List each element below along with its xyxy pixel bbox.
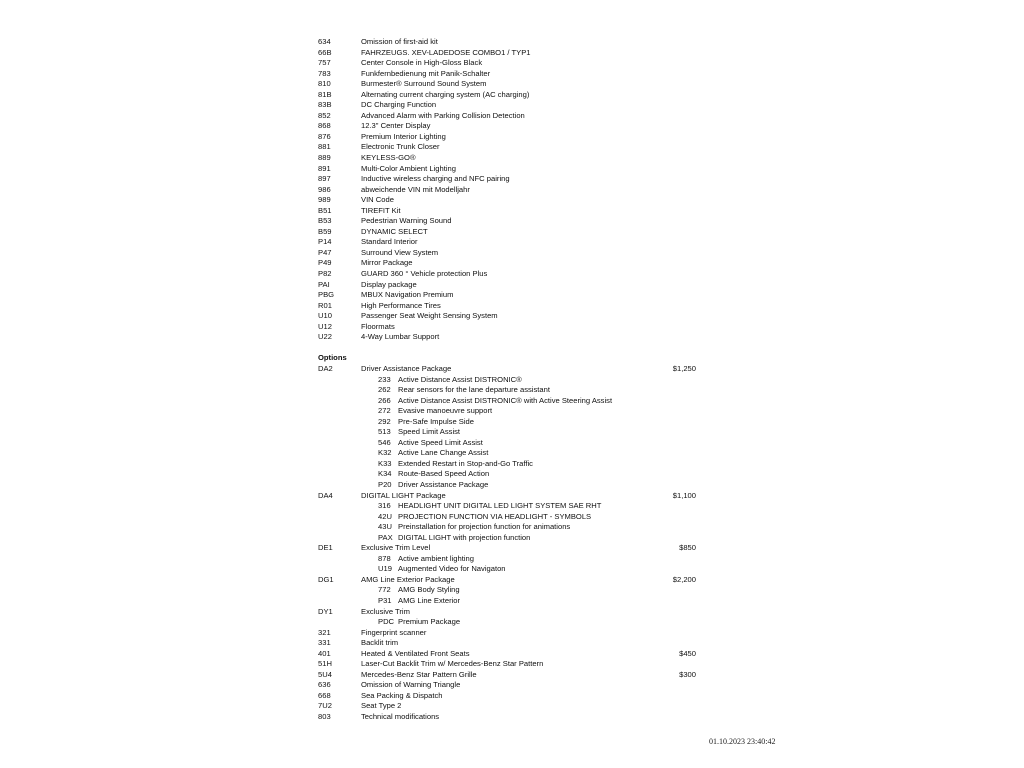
option-row xyxy=(0,543,1024,554)
option-code: DE1 xyxy=(318,543,333,553)
option-subitem-row xyxy=(0,585,1024,596)
equipment-row xyxy=(0,216,1024,227)
equipment-description: Center Console in High-Gloss Black xyxy=(361,58,483,68)
equipment-row xyxy=(0,280,1024,291)
option-description: Mercedes-Benz Star Pattern Grille xyxy=(361,669,477,679)
option-subitem-row xyxy=(0,596,1024,607)
equipment-code: 81B xyxy=(318,89,332,99)
equipment-row xyxy=(0,48,1024,59)
option-row xyxy=(0,659,1024,670)
option-description: Laser-Cut Backlit Trim w/ Mercedes-Benz Star Pattern xyxy=(361,659,544,669)
option-subitem-row xyxy=(0,522,1024,533)
equipment-description: TIREFIT Kit xyxy=(361,205,401,215)
option-subitem-row xyxy=(0,396,1024,407)
option-row xyxy=(0,649,1024,660)
subitem-description: Active Distance Assist DISTRONIC® with Active Steering Assist xyxy=(398,395,613,405)
section-gap xyxy=(0,343,1024,354)
equipment-row xyxy=(0,142,1024,153)
option-subitem-row xyxy=(0,617,1024,628)
option-code: 668 xyxy=(318,690,331,700)
equipment-code: B51 xyxy=(318,205,332,215)
option-subitem-row xyxy=(0,459,1024,470)
subitem-code: 266 xyxy=(378,395,391,405)
equipment-row xyxy=(0,237,1024,248)
equipment-description: High Performance Tires xyxy=(361,300,441,310)
equipment-description: Mirror Package xyxy=(361,258,413,268)
option-row xyxy=(0,670,1024,681)
equipment-description: DC Charging Function xyxy=(361,100,437,110)
equipment-row xyxy=(0,111,1024,122)
equipment-row xyxy=(0,37,1024,48)
option-subitem-row xyxy=(0,438,1024,449)
equipment-row xyxy=(0,227,1024,238)
equipment-code: PAI xyxy=(318,279,330,289)
equipment-description: Funkfernbedienung mit Panik-Schalter xyxy=(361,68,491,78)
subitem-code: PAX xyxy=(378,532,393,542)
equipment-row xyxy=(0,69,1024,80)
equipment-row xyxy=(0,79,1024,90)
equipment-description: Burmester® Surround Sound System xyxy=(361,79,487,89)
equipment-code: 889 xyxy=(318,153,331,163)
equipment-row xyxy=(0,206,1024,217)
option-description: Backlit trim xyxy=(361,638,399,648)
option-row xyxy=(0,701,1024,712)
options-list xyxy=(0,364,1024,723)
equipment-code: B59 xyxy=(318,226,332,236)
option-subitem-row xyxy=(0,512,1024,523)
subitem-description: Evasive manoeuvre support xyxy=(398,406,493,416)
subitem-code: 546 xyxy=(378,437,391,447)
option-code: 7U2 xyxy=(318,701,332,711)
equipment-row xyxy=(0,132,1024,143)
subitem-description: AMG Body Styling xyxy=(398,585,460,595)
equipment-description: FAHRZEUGS. XEV-LADEDOSE COMBO1 / TYP1 xyxy=(361,47,531,57)
equipment-row xyxy=(0,301,1024,312)
footer-timestamp: 01.10.2023 23:40:42 xyxy=(709,737,776,746)
option-row xyxy=(0,364,1024,375)
subitem-code: 42U xyxy=(378,511,392,521)
option-subitem-row xyxy=(0,501,1024,512)
subitem-code: P31 xyxy=(378,595,392,605)
equipment-row xyxy=(0,164,1024,175)
subitem-description: Rear sensors for the lane departure assistant xyxy=(398,385,550,395)
option-code: 5U4 xyxy=(318,669,332,679)
option-price: $1,250 xyxy=(672,363,696,373)
equipment-code: R01 xyxy=(318,300,332,310)
option-subitem-row xyxy=(0,427,1024,438)
equipment-code: U12 xyxy=(318,321,332,331)
subitem-description: Active Distance Assist DISTRONIC® xyxy=(398,374,522,384)
equipment-row xyxy=(0,100,1024,111)
option-description: Seat Type 2 xyxy=(361,701,402,711)
subitem-description: Preinstallation for projection function for animations xyxy=(398,522,571,532)
equipment-row xyxy=(0,311,1024,322)
option-code: DY1 xyxy=(318,606,333,616)
option-description: Driver Assistance Package xyxy=(361,363,452,373)
option-subitem-row xyxy=(0,375,1024,386)
equipment-row xyxy=(0,332,1024,343)
equipment-code: 989 xyxy=(318,195,331,205)
equipment-description: abweichende VIN mit Modelljahr xyxy=(361,184,470,194)
option-subitem-row xyxy=(0,448,1024,459)
option-subitem-row xyxy=(0,533,1024,544)
equipment-code: P49 xyxy=(318,258,332,268)
equipment-description: 4-Way Lumbar Support xyxy=(361,332,440,342)
equipment-code: 897 xyxy=(318,174,331,184)
subitem-description: Route-Based Speed Action xyxy=(398,469,490,479)
subitem-code: 272 xyxy=(378,406,391,416)
subitem-code: 513 xyxy=(378,427,391,437)
equipment-code: U10 xyxy=(318,311,332,321)
subitem-description: Driver Assistance Package xyxy=(398,479,489,489)
equipment-row xyxy=(0,195,1024,206)
equipment-description: 12.3" Center Display xyxy=(361,121,431,131)
subitem-description: HEADLIGHT UNIT DIGITAL LED LIGHT SYSTEM SAE RHT xyxy=(398,501,602,511)
option-price: $450 xyxy=(679,648,696,658)
option-code: 51H xyxy=(318,659,332,669)
option-price: $2,200 xyxy=(672,574,696,584)
subitem-code: P20 xyxy=(378,479,392,489)
option-subitem-row xyxy=(0,469,1024,480)
option-row xyxy=(0,691,1024,702)
option-description: Fingerprint scanner xyxy=(361,627,427,637)
option-row xyxy=(0,607,1024,618)
equipment-row xyxy=(0,153,1024,164)
equipment-description: VIN Code xyxy=(361,195,394,205)
subitem-description: Augmented Video for Navigaton xyxy=(398,564,506,574)
equipment-code: 891 xyxy=(318,163,331,173)
option-description: Omission of Warning Triangle xyxy=(361,680,461,690)
equipment-code: 66B xyxy=(318,47,332,57)
equipment-row xyxy=(0,322,1024,333)
subitem-code: 772 xyxy=(378,585,391,595)
subitem-description: PROJECTION FUNCTION VIA HEADLIGHT - SYMBOLS xyxy=(398,511,592,521)
subitem-code: U19 xyxy=(378,564,392,574)
subitem-code: 233 xyxy=(378,374,391,384)
equipment-row xyxy=(0,90,1024,101)
equipment-description: Pedestrian Warning Sound xyxy=(361,216,452,226)
equipment-row xyxy=(0,58,1024,69)
options-heading-row xyxy=(0,353,1024,364)
subitem-code: K32 xyxy=(378,448,392,458)
option-subitem-row xyxy=(0,564,1024,575)
equipment-description: Standard Interior xyxy=(361,237,418,247)
equipment-description: Inductive wireless charging and NFC pairing xyxy=(361,174,510,184)
equipment-code: U22 xyxy=(318,332,332,342)
option-row xyxy=(0,628,1024,639)
option-row xyxy=(0,575,1024,586)
equipment-row xyxy=(0,174,1024,185)
subitem-description: Extended Restart in Stop-and-Go Traffic xyxy=(398,458,533,468)
option-description: AMG Line Exterior Package xyxy=(361,574,455,584)
equipment-description: Floormats xyxy=(361,321,395,331)
equipment-description: DYNAMIC SELECT xyxy=(361,226,428,236)
option-code: 401 xyxy=(318,648,331,658)
equipment-description: Surround View System xyxy=(361,247,439,257)
equipment-code: 810 xyxy=(318,79,331,89)
subitem-description: Premium Package xyxy=(398,617,461,627)
equipment-description: MBUX Navigation Premium xyxy=(361,290,454,300)
equipment-description: Premium Interior Lighting xyxy=(361,131,446,141)
equipment-row xyxy=(0,258,1024,269)
equipment-code: 881 xyxy=(318,142,331,152)
equipment-description: GUARD 360 ° Vehicle protection Plus xyxy=(361,269,488,279)
equipment-code: 876 xyxy=(318,131,331,141)
equipment-code: B53 xyxy=(318,216,332,226)
subitem-code: 292 xyxy=(378,416,391,426)
option-code: DA4 xyxy=(318,490,333,500)
equipment-row xyxy=(0,269,1024,280)
option-code: DA2 xyxy=(318,363,333,373)
option-price: $300 xyxy=(679,669,696,679)
equipment-code: 852 xyxy=(318,110,331,120)
subitem-description: Pre-Safe Impulse Side xyxy=(398,416,474,426)
option-subitem-row xyxy=(0,417,1024,428)
equipment-description: Display package xyxy=(361,279,417,289)
equipment-code: 783 xyxy=(318,68,331,78)
equipment-code: 868 xyxy=(318,121,331,131)
option-description: Exclusive Trim xyxy=(361,606,410,616)
equipment-code: P47 xyxy=(318,247,332,257)
equipment-description: Omission of first-aid kit xyxy=(361,37,438,46)
equipment-code: 757 xyxy=(318,58,331,68)
option-row xyxy=(0,680,1024,691)
subitem-description: Speed Limit Assist xyxy=(398,427,461,437)
equipment-description: Passenger Seat Weight Sensing System xyxy=(361,311,498,321)
equipment-description: Multi-Color Ambient Lighting xyxy=(361,163,456,173)
equipment-description: Advanced Alarm with Parking Collision Detection xyxy=(361,110,525,120)
option-description: Sea Packing & Dispatch xyxy=(361,690,443,700)
equipment-description: Electronic Trunk Closer xyxy=(361,142,440,152)
option-row xyxy=(0,638,1024,649)
option-code: 636 xyxy=(318,680,331,690)
equipment-document xyxy=(0,37,1024,723)
subitem-code: PDC xyxy=(378,617,395,627)
option-code: 331 xyxy=(318,638,331,648)
subitem-code: 878 xyxy=(378,553,391,563)
option-subitem-row xyxy=(0,406,1024,417)
equipment-row xyxy=(0,290,1024,301)
option-subitem-row xyxy=(0,385,1024,396)
standard-equipment-list xyxy=(0,37,1024,343)
option-subitem-row xyxy=(0,480,1024,491)
option-row xyxy=(0,712,1024,723)
option-subitem-row xyxy=(0,554,1024,565)
subitem-description: Active Lane Change Assist xyxy=(398,448,489,458)
option-description: Heated & Ventilated Front Seats xyxy=(361,648,470,658)
option-description: Technical modifications xyxy=(361,712,440,721)
option-code: DG1 xyxy=(318,574,334,584)
option-description: DIGITAL LIGHT Package xyxy=(361,490,446,500)
subitem-description: AMG Line Exterior xyxy=(398,595,461,605)
equipment-description: Alternating current charging system (AC charging) xyxy=(361,89,530,99)
equipment-row xyxy=(0,248,1024,259)
equipment-code: P82 xyxy=(318,269,332,279)
subitem-description: Active Speed Limit Assist xyxy=(398,437,483,447)
subitem-code: 43U xyxy=(378,522,392,532)
subitem-description: Active ambient lighting xyxy=(398,553,474,563)
subitem-description: DIGITAL LIGHT with projection function xyxy=(398,532,531,542)
option-price: $850 xyxy=(679,543,696,553)
equipment-code: P14 xyxy=(318,237,332,247)
equipment-code: 634 xyxy=(318,37,331,46)
equipment-code: 83B xyxy=(318,100,332,110)
option-row xyxy=(0,491,1024,502)
options-heading: Options xyxy=(318,353,347,363)
option-code: 803 xyxy=(318,712,331,721)
equipment-code: PBG xyxy=(318,290,335,300)
option-description: Exclusive Trim Level xyxy=(361,543,431,553)
equipment-row xyxy=(0,185,1024,196)
equipment-description: KEYLESS-GO® xyxy=(361,153,416,163)
subitem-code: K33 xyxy=(378,458,392,468)
option-price: $1,100 xyxy=(672,490,696,500)
subitem-code: 316 xyxy=(378,501,391,511)
subitem-code: 262 xyxy=(378,385,391,395)
equipment-row xyxy=(0,121,1024,132)
option-code: 321 xyxy=(318,627,331,637)
subitem-code: K34 xyxy=(378,469,392,479)
equipment-code: 986 xyxy=(318,184,331,194)
